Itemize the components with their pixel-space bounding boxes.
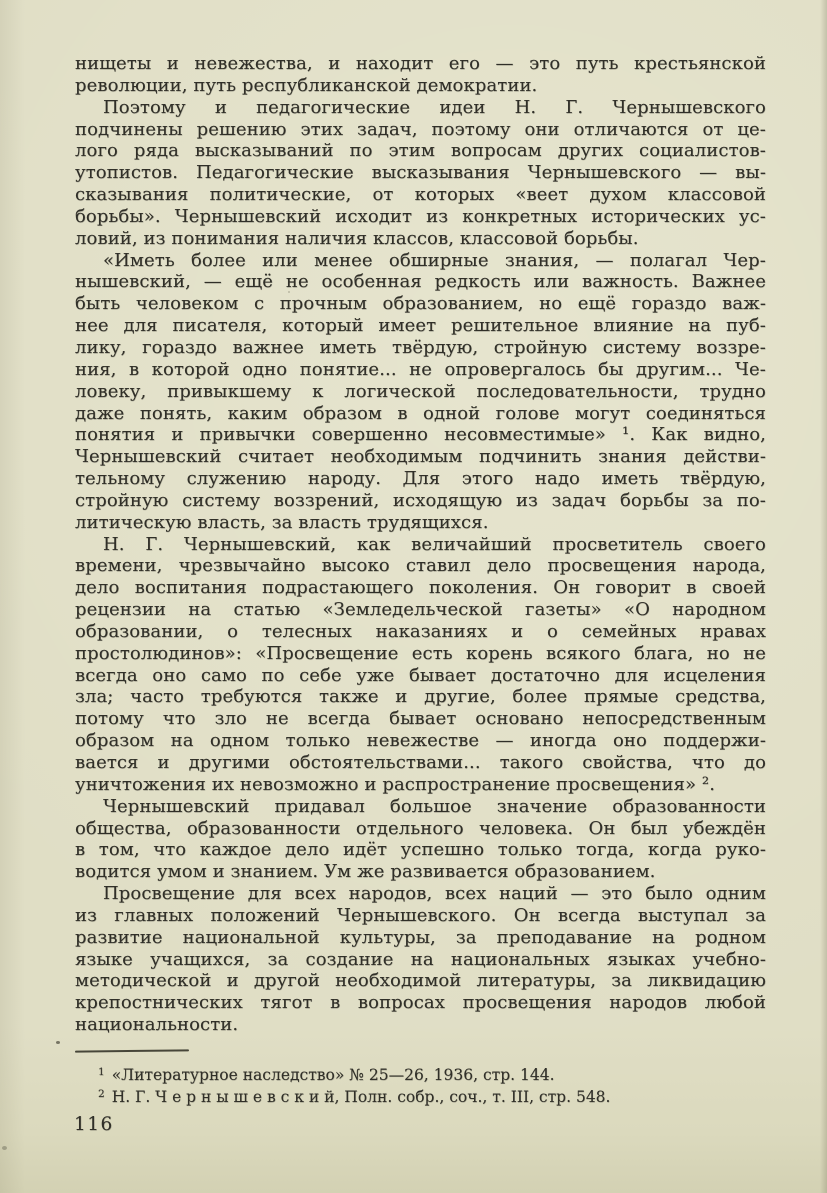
text-line: зла; часто требуются также и другие, более прямые средства,: [75, 686, 766, 708]
text-line: потому что зло не всегда бывает основано непосредственным: [75, 708, 766, 730]
text-line: дело воспитания подрастающего поколения. Он говорит в своей: [75, 577, 766, 599]
paragraph: [75, 97, 766, 250]
paragraph: [75, 883, 766, 1036]
text-line: Поэтому и педагогические идеи Н. Г. Чернышевского: [103, 96, 766, 118]
text-line: всегда оно само по себе уже бывает достаточно для исцеления: [75, 664, 766, 686]
footnote: [98, 1084, 766, 1106]
text-line: времени, чрезвычайно высоко ставил дело просвещения народа,: [75, 555, 766, 577]
text-line: вается и другими обстоятельствами... такого свойства, что до: [75, 752, 766, 773]
text-line: общества, образованности отдельного человека. Он был убеждён: [75, 817, 766, 839]
text-line: лого ряда высказываний по этим вопросам других социалистов-: [75, 140, 766, 162]
text-line: сказывания политические, от которых «веет духом классовой: [75, 184, 766, 206]
text-line: Просвещение для всех народов, всех наций — это было одним: [103, 883, 766, 905]
text-line: ловий, из понимания наличия классов, классовой борьбы.: [75, 227, 639, 249]
footnote-text: Н. Г. Ч е р н ы ш е в с к и й, Полн. собр., соч., т. III, стр. 548.: [111, 1087, 611, 1106]
text-line: из главных положений Чернышевского. Он всегда выступал за: [75, 904, 766, 926]
paragraph: [75, 534, 766, 796]
page-number: 116: [74, 1114, 114, 1135]
paragraph: [75, 53, 766, 97]
text-line: нышевский, — ещё не особенная редкость или важность. Важнее: [75, 271, 766, 293]
text-line: национальности.: [75, 1014, 239, 1036]
footnote-divider: [75, 1049, 189, 1052]
body-text: [75, 53, 766, 1036]
text-line: тельному служению народу. Для этого надо иметь твёрдую,: [75, 468, 766, 490]
text-line: водится умом и знанием. Ум же развивается образованием.: [75, 861, 656, 883]
text-line: языке учащихся, за создание на национальных языках учебно-: [75, 948, 766, 970]
scan-speck: [2, 1146, 7, 1150]
text-line: простолюдинов»: «Просвещение есть корень всякого блага, но не: [75, 642, 766, 664]
text-line: литическую власть, за власть трудящихся.: [75, 511, 489, 533]
text-line: даже понять, каким образом в одной голове могут соединяться: [75, 402, 766, 424]
text-line: образовании, о телесных наказаниях и о семейных нравах: [75, 620, 766, 642]
text-line: лику, гораздо важнее иметь твёрдую, стройную систему воззре-: [75, 336, 766, 358]
text-line: борьбы». Чернышевский исходит из конкретных исторических ус-: [75, 205, 766, 227]
text-line: крепостнических тягот в вопросах просвещения народов любой: [75, 992, 766, 1014]
footnotes: [98, 1062, 766, 1105]
footnote: [98, 1062, 766, 1084]
text-line: нее для писателя, который имеет решительное влияние на пуб-: [75, 315, 766, 337]
text-line: развитие национальной культуры, за преподавание на родном: [75, 926, 766, 948]
text-line: нищеты и невежества, и находит его — это путь крестьянской: [75, 53, 766, 74]
text-line: подчинены решению этих задач, поэтому они отличаются от це-: [75, 118, 766, 140]
text-line: стройную систему воззрений, исходящую из задач борьбы за по-: [75, 489, 766, 511]
text-line: уничтожения их невозможно и распространение просвещения» ².: [75, 773, 716, 795]
text-line: ния, в которой одно понятие... не опровергалось бы другим... Че-: [75, 358, 766, 380]
text-line: рецензии на статью «Земледельческой газеты» «О народном: [75, 599, 766, 621]
text-line: ловеку, привыкшему к логической последовательности, трудно: [75, 380, 766, 402]
text-line: в том, что каждое дело идёт успешно только тогда, когда руко-: [75, 839, 766, 861]
footnote-marker: 1: [98, 1066, 105, 1078]
paragraph: [75, 796, 766, 883]
text-line: понятия и привычки совершенно несовместимые» ¹. Как видно,: [75, 424, 766, 446]
text-line: Н. Г. Чернышевский, как величайший просветитель своего: [103, 533, 766, 555]
text-line: Чернышевский считает необходимым подчинить знания действи-: [75, 446, 766, 468]
footnote-marker: 2: [98, 1087, 105, 1100]
scan-speck: [56, 1041, 60, 1044]
text-line: утопистов. Педагогические высказывания Чернышевского — вы-: [75, 162, 766, 184]
text-line: революции, путь республиканской демократии.: [75, 74, 538, 96]
text-line: быть человеком с прочным образованием, но ещё гораздо важ-: [75, 293, 766, 315]
text-line: «Иметь более или менее обширные знания, — полагал Чер-: [103, 249, 766, 271]
text-line: образом на одном только невежестве — иногда оно поддержи-: [75, 730, 766, 752]
scan-speck: [288, 291, 290, 293]
text-line: Чернышевский придавал большое значение образованности: [103, 795, 766, 817]
footnote-text: «Литературное наследство» № 25—26, 1936, стр. 144.: [111, 1066, 555, 1084]
text-line: методической и другой необходимой литературы, за ликвидацию: [75, 970, 766, 992]
paragraph: [75, 250, 766, 534]
scan-edge-shadow: [820, 0, 827, 1193]
